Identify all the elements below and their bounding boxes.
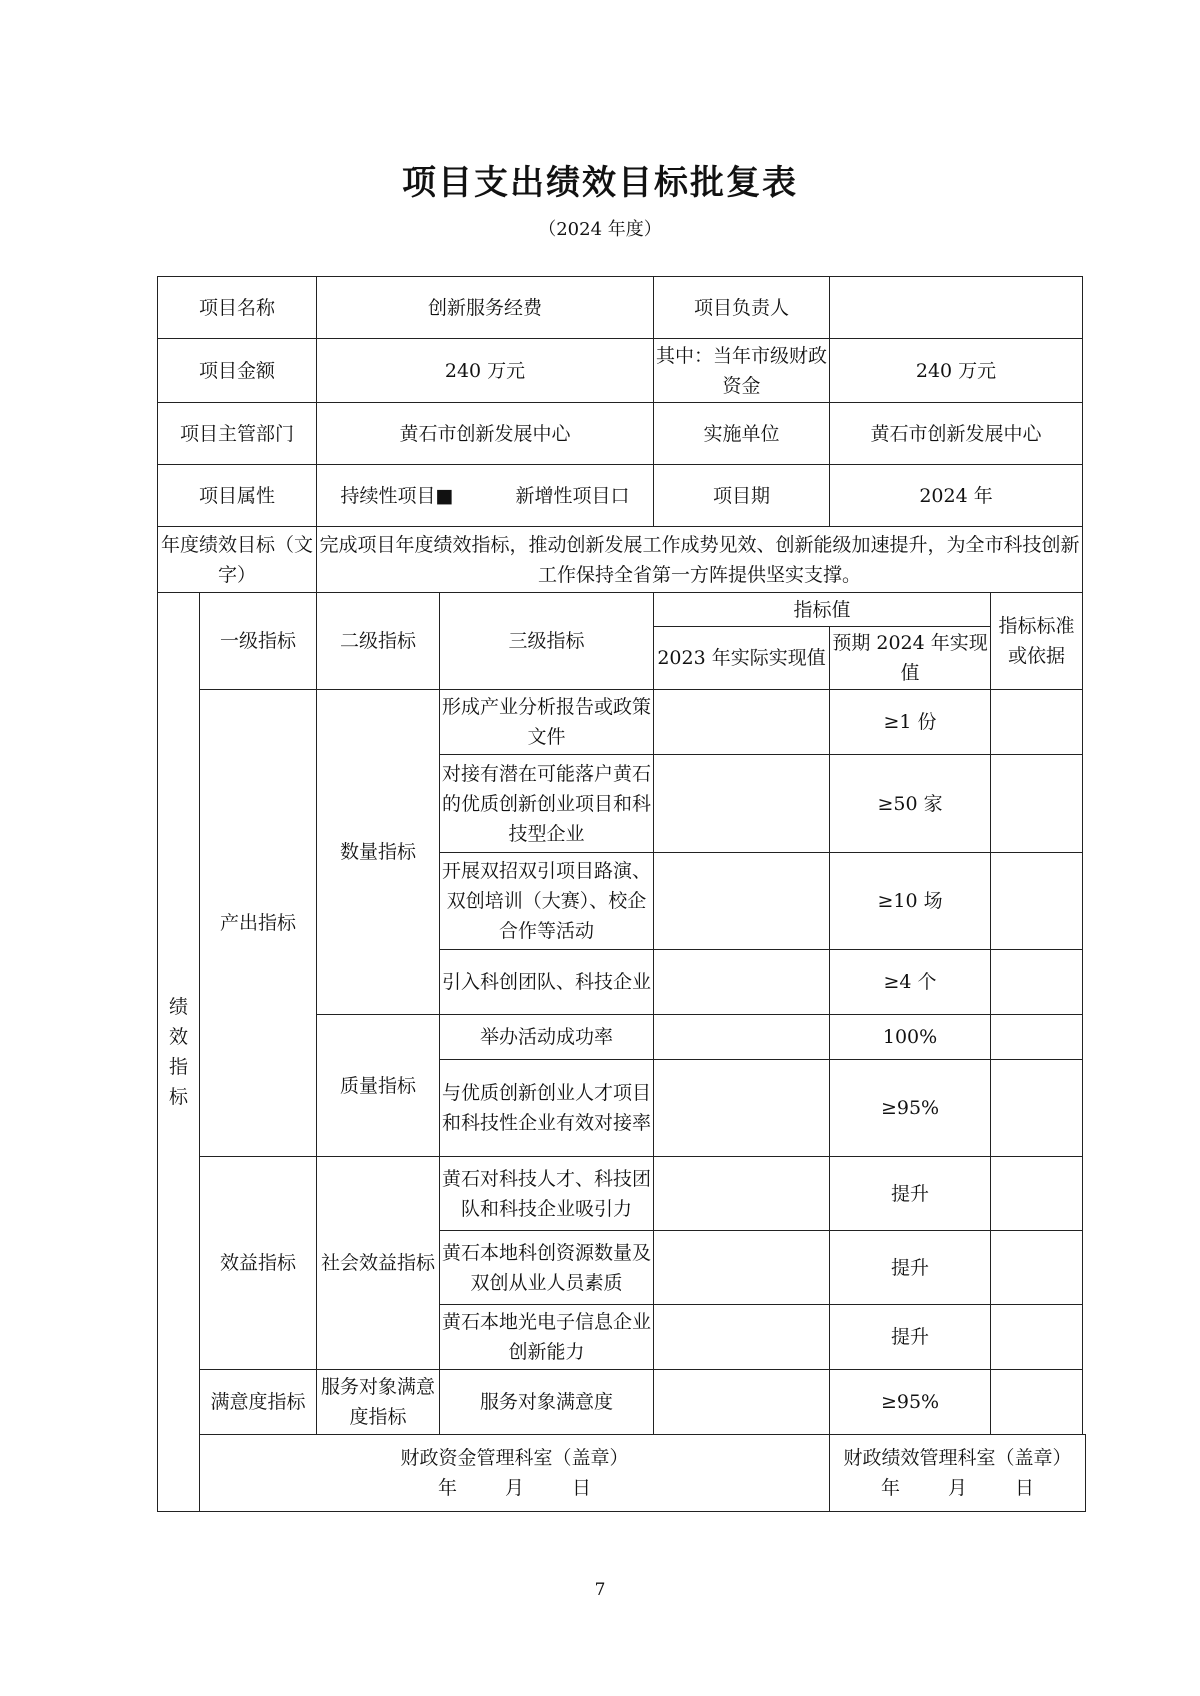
header-2024: 预期 2024 年实现值 xyxy=(830,627,991,690)
level1-output: 产出指标 xyxy=(200,690,317,1157)
indicator-2024: 提升 xyxy=(830,1305,991,1370)
header-value: 指标值 xyxy=(654,593,991,627)
indicator-2023 xyxy=(654,690,830,755)
indicator-2024: ≥95% xyxy=(830,1370,991,1435)
row-project-name xyxy=(158,277,1086,339)
level2-quantity: 数量指标 xyxy=(317,690,440,1015)
indicator-name: 形成产业分析报告或政策文件 xyxy=(440,690,654,755)
level1-satisfaction: 满意度指标 xyxy=(200,1370,317,1435)
project-name-value: 创新服务经费 xyxy=(317,277,654,339)
finance-fund-date: 年 月 日 xyxy=(437,1477,592,1499)
indicator-name: 与优质创新创业人才项目和科技性企业有效对接率 xyxy=(440,1060,654,1157)
indicator-basis xyxy=(991,950,1083,1015)
level2-social: 社会效益指标 xyxy=(317,1157,440,1370)
indicator-name: 黄石本地光电子信息企业创新能力 xyxy=(440,1305,654,1370)
indicator-2023 xyxy=(654,1015,830,1060)
indicator-2024: ≥4 个 xyxy=(830,950,991,1015)
finance-perf-date: 年 月 日 xyxy=(880,1477,1035,1499)
attribute-new: 新增性项目口 xyxy=(515,484,630,507)
project-leader-label: 项目负责人 xyxy=(654,277,830,339)
annual-goal-value: 完成项目年度绩效指标，推动创新发展工作成势见效、创新能级加速提升，为全市科技创新工作保持全省第一方阵提供坚实支撑。 xyxy=(317,527,1083,593)
city-funds-value: 240 万元 xyxy=(830,339,1083,403)
indicator-2023 xyxy=(654,1370,830,1435)
indicator-name: 黄石对科技人才、科技团队和科技企业吸引力 xyxy=(440,1157,654,1231)
indicator-name: 服务对象满意度 xyxy=(440,1370,654,1435)
indicator-2024: 100% xyxy=(830,1015,991,1060)
indicator-name: 举办活动成功率 xyxy=(440,1015,654,1060)
table-row xyxy=(158,1370,1086,1435)
finance-fund-office: 财政资金管理科室（盖章） xyxy=(400,1447,629,1469)
indicator-2023 xyxy=(654,950,830,1015)
attribute-label: 项目属性 xyxy=(158,465,317,527)
indicator-2024: ≥50 家 xyxy=(830,755,991,853)
department-value: 黄石市创新发展中心 xyxy=(317,403,654,465)
table-row xyxy=(158,690,1086,755)
page-number: 7 xyxy=(594,1580,606,1600)
indicator-2024: ≥10 场 xyxy=(830,853,991,950)
page-title: 项目支出绩效目标批复表 xyxy=(402,163,798,203)
project-leader-value xyxy=(830,277,1083,339)
row-indicator-header xyxy=(158,593,1086,627)
row-signatures xyxy=(158,1435,1086,1512)
indicator-2023 xyxy=(654,1157,830,1231)
indicator-basis xyxy=(991,755,1083,853)
indicator-basis xyxy=(991,1015,1083,1060)
level2-service-satisfaction: 服务对象满意度指标 xyxy=(317,1370,440,1435)
indicator-basis xyxy=(991,1060,1083,1157)
row-attributes xyxy=(158,465,1086,527)
indicator-basis xyxy=(991,1157,1083,1231)
table-row xyxy=(158,1157,1086,1231)
header-level1: 一级指标 xyxy=(200,593,317,690)
project-name-label: 项目名称 xyxy=(158,277,317,339)
signature-finance-perf xyxy=(830,1435,1086,1512)
level2-quality: 质量指标 xyxy=(317,1015,440,1157)
header-level2: 二级指标 xyxy=(317,593,440,690)
indicator-name: 黄石本地科创资源数量及双创从业人员素质 xyxy=(440,1231,654,1305)
finance-perf-office: 财政绩效管理科室（盖章） xyxy=(843,1447,1072,1469)
implementer-value: 黄石市创新发展中心 xyxy=(830,403,1083,465)
indicator-basis xyxy=(991,1231,1083,1305)
project-amount-label: 项目金额 xyxy=(158,339,317,403)
annual-goal-label: 年度绩效目标（文字） xyxy=(158,527,317,593)
project-amount-value: 240 万元 xyxy=(317,339,654,403)
indicator-2023 xyxy=(654,853,830,950)
row-department xyxy=(158,403,1086,465)
indicator-basis xyxy=(991,1370,1083,1435)
performance-table xyxy=(157,276,1086,1512)
indicator-2024: ≥95% xyxy=(830,1060,991,1157)
header-basis: 指标标准或依据 xyxy=(991,593,1083,690)
row-annual-goal xyxy=(158,527,1086,593)
page-subtitle: （2024 年度） xyxy=(538,219,662,240)
attribute-value xyxy=(317,465,654,527)
indicator-2024: 提升 xyxy=(830,1231,991,1305)
indicator-2023 xyxy=(654,1305,830,1370)
indicator-2024: ≥1 份 xyxy=(830,690,991,755)
attribute-continuing: 持续性项目■ xyxy=(340,484,454,507)
indicator-2023 xyxy=(654,1060,830,1157)
signature-finance-fund xyxy=(200,1435,830,1512)
indicator-2024: 提升 xyxy=(830,1157,991,1231)
indicator-basis xyxy=(991,1305,1083,1370)
header-level3: 三级指标 xyxy=(440,593,654,690)
city-funds-label: 其中：当年市级财政资金 xyxy=(654,339,830,403)
implementer-label: 实施单位 xyxy=(654,403,830,465)
indicator-2023 xyxy=(654,1231,830,1305)
period-value: 2024 年 xyxy=(830,465,1083,527)
level1-benefit: 效益指标 xyxy=(200,1157,317,1370)
perf-side-label: 绩效指标 xyxy=(158,593,200,1512)
indicator-basis xyxy=(991,690,1083,755)
indicator-name: 开展双招双引项目路演、双创培训（大赛）、校企合作等活动 xyxy=(440,853,654,950)
indicator-basis xyxy=(991,853,1083,950)
department-label: 项目主管部门 xyxy=(158,403,317,465)
indicator-name: 引入科创团队、科技企业 xyxy=(440,950,654,1015)
indicator-name: 对接有潜在可能落户黄石的优质创新创业项目和科技型企业 xyxy=(440,755,654,853)
header-2023: 2023 年实际实现值 xyxy=(654,627,830,690)
row-project-amount xyxy=(158,339,1086,403)
indicator-2023 xyxy=(654,755,830,853)
period-label: 项目期 xyxy=(654,465,830,527)
